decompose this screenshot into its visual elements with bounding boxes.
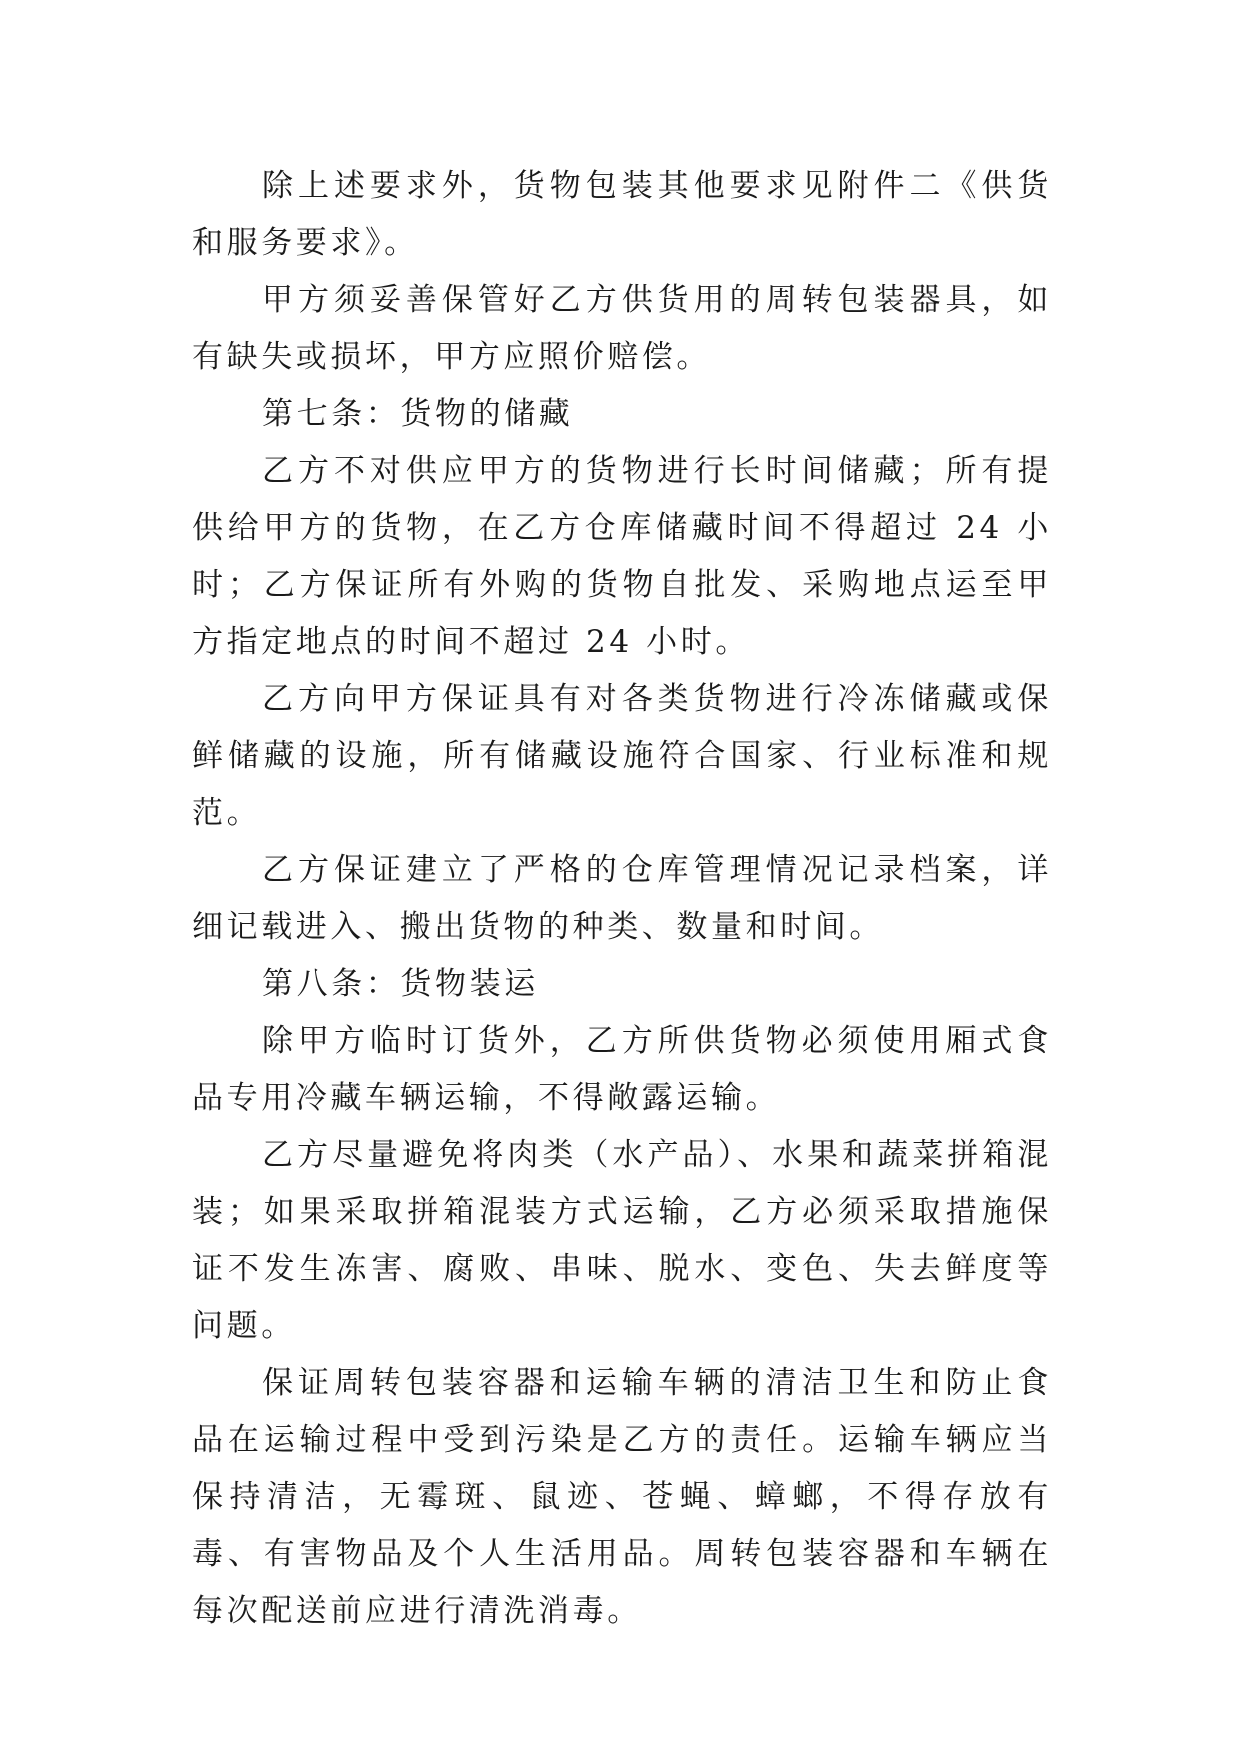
paragraph-storage-time: 乙方不对供应甲方的货物进行长时间储藏；所有提供给甲方的货物，在乙方仓库储藏时间不得超过 24 小时；乙方保证所有外购的货物自批发、采购地点运至甲方指定地点的时间不超过 24 小时。 (192, 453, 1052, 660)
paragraph-vehicle-hygiene: 保证周转包装容器和运输车辆的清洁卫生和防止食品在运输过程中受到污染是乙方的责任。运输车辆应当保持清洁，无霉斑、鼠迹、苍蝇、蟑螂，不得存放有毒、有害物品及个人生活用品。周转包装容器和车辆在每次配送前应进行清洗消毒。 (192, 1365, 1052, 1629)
article-8-heading: 第八条：货物装运 (262, 966, 539, 1002)
document-page (192, 158, 1052, 1640)
paragraph-packaging-requirements: 除上述要求外，货物包装其他要求见附件二《供货和服务要求》。 (192, 168, 1052, 261)
paragraph-mixed-loading: 乙方尽量避免将肉类（水产品）、水果和蔬菜拼箱混装；如果采取拼箱混装方式运输，乙方必须采取措施保证不发生冻害、腐败、串味、脱水、变色、失去鲜度等问题。 (192, 1137, 1052, 1344)
paragraph-refrigerated-transport: 除甲方临时订货外，乙方所供货物必须使用厢式食品专用冷藏车辆运输，不得敞露运输。 (192, 1023, 1052, 1116)
paragraph-warehouse-records: 乙方保证建立了严格的仓库管理情况记录档案，详细记载进入、搬出货物的种类、数量和时间。 (192, 852, 1052, 945)
paragraph-container-custody: 甲方须妥善保管好乙方供货用的周转包装器具，如有缺失或损坏，甲方应照价赔偿。 (192, 282, 1052, 375)
article-7-heading: 第七条：货物的储藏 (262, 396, 574, 432)
paragraph-storage-facilities: 乙方向甲方保证具有对各类货物进行冷冻储藏或保鲜储藏的设施，所有储藏设施符合国家、行业标准和规范。 (192, 681, 1052, 831)
